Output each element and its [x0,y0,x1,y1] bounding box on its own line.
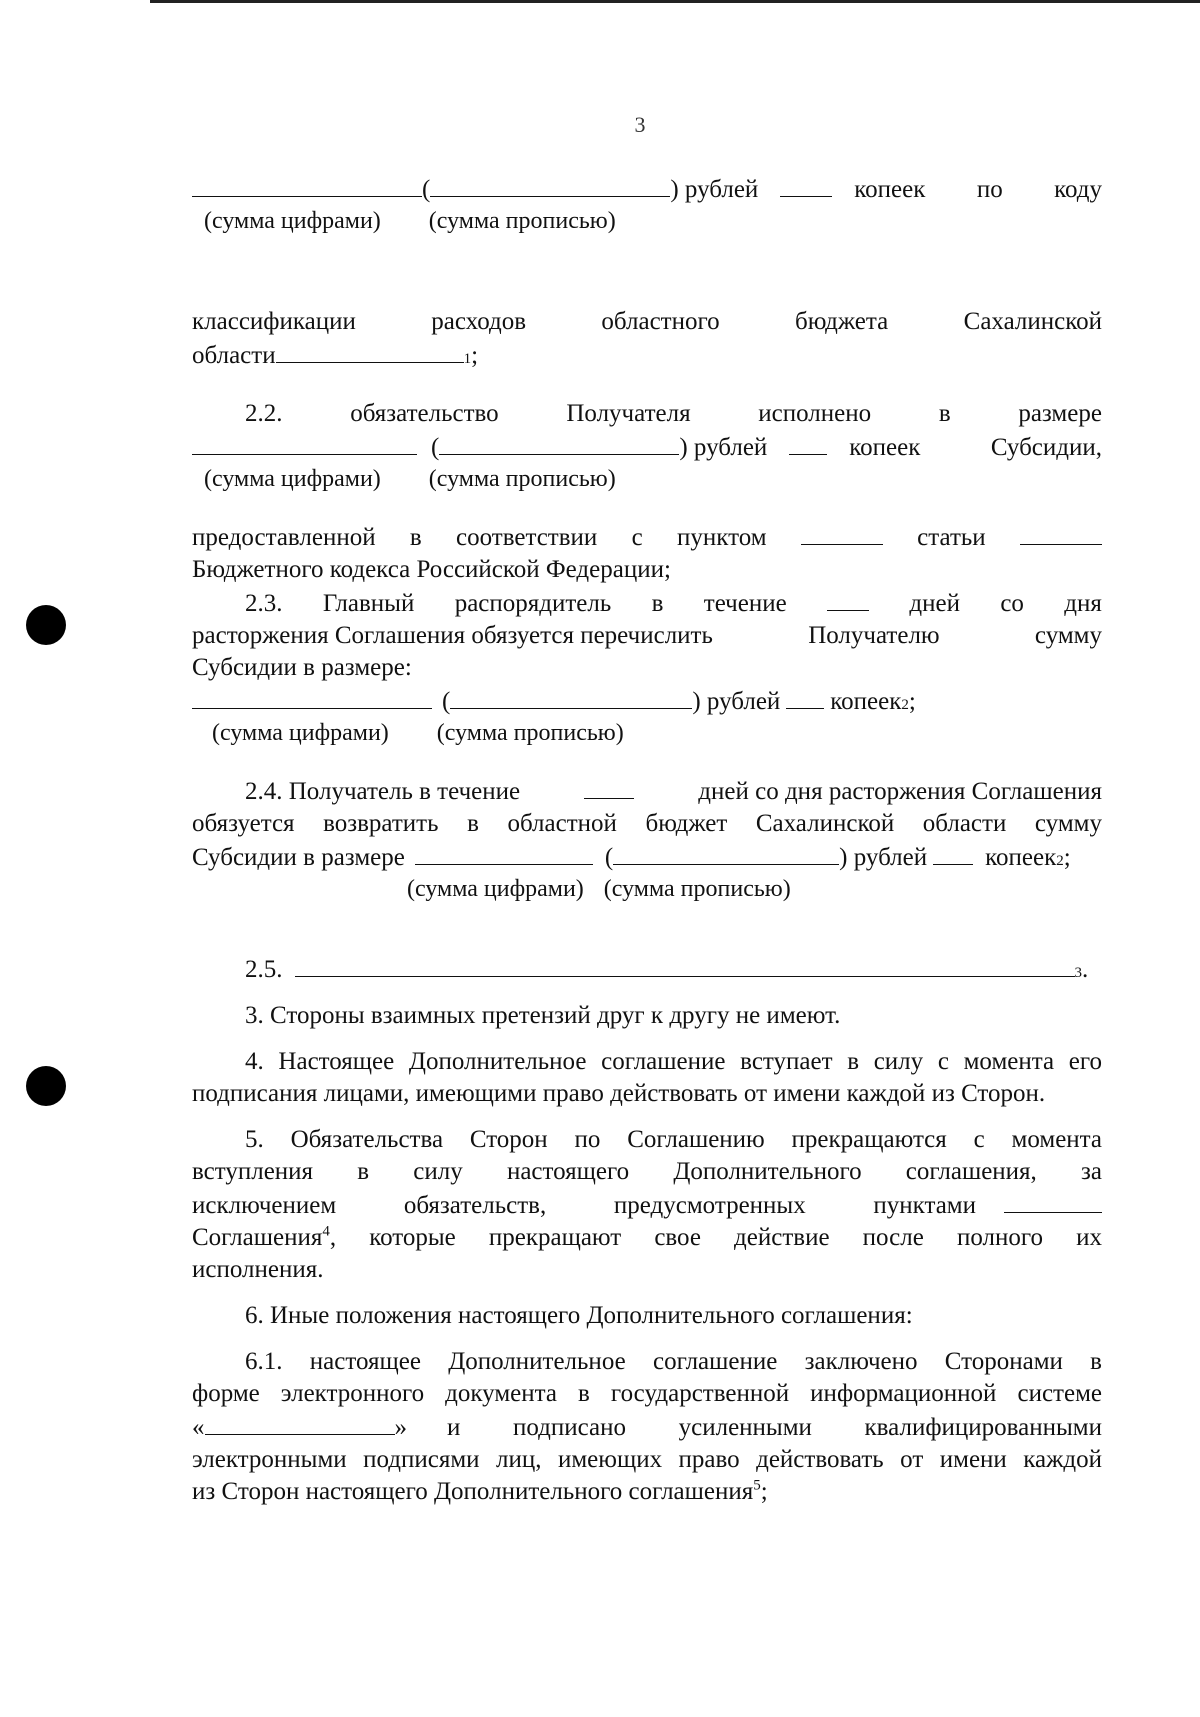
caption-digits: (сумма цифрами) [204,208,381,234]
punch-hole [26,605,66,645]
p61-line-3: « » и подписано усиленными квалифицированными [192,1410,1102,1444]
sum-captions-1 [192,206,1102,236]
p25-line: 2.5. 3 . [192,952,1102,986]
days-blank [584,774,634,799]
caption-words: (сумма прописью) [428,208,616,234]
sum-digits-blank [192,172,422,197]
points-blank [1004,1188,1102,1213]
sum-captions-3: (сумма цифрами) (сумма прописью) [212,720,624,746]
p25-blank [295,952,1075,977]
days-blank [827,586,869,611]
p5-line-2: вступления в силу настоящего Дополнительного соглашения, за [192,1158,1102,1185]
rub-label: ) рублей [670,176,759,203]
p5-line-3: исключением обязательств, предусмотренных пунктами [192,1188,1102,1222]
p61-line-2: форме электронного документа в государственной информационной системе [192,1380,1102,1407]
oblasti-blank [276,338,464,363]
punch-hole [26,1066,66,1106]
kop-blank [786,684,824,709]
statya-blank [1020,520,1102,545]
p61-line-5: из Сторон настоящего Дополнительного соглашения$^5$; [192,1477,768,1505]
kop-blank [789,430,827,455]
sum-captions-4: (сумма цифрами) (сумма прописью) [407,876,791,902]
kop-blank [933,840,973,865]
p23-line-1: 2.3. Главный распорядитель в течение дней со дня [192,586,1102,620]
paragraph-3: 3. Стороны взаимных претензий друг к другу не имеют. [245,1002,841,1029]
p22-line-2: ( ) рублей копеек Субсидии, [192,430,1102,464]
p5-line-4: Соглашения$^4$, которые прекращают свое действие после полного их [192,1223,1102,1251]
sum-line-1: ( ) рублей копеек по коду [192,172,1102,206]
document-body [192,172,1102,1508]
p23-line-3: Субсидии в размере: [192,654,412,681]
classif-line: классификации расходов областного бюджета Сахалинской [192,308,1102,335]
paragraph-6: 6. Иные положения настоящего Дополнительного соглашения: [245,1302,913,1329]
p23-line-4: ( ) рублей копеек 2 ; [192,684,1102,718]
scan-top-edge [150,0,1200,3]
sum-words-blank [613,840,839,865]
p24-line-1: 2.4. Получатель в течение дней со дня расторжения Соглашения [192,774,1102,808]
sum-digits-blank [415,840,593,865]
punkt-blank [801,520,883,545]
p22b-line-1: предоставленной в соответствии с пунктом статьи [192,520,1102,554]
p24-line-3: Субсидии в размере ( ) рублей копеек 2 ; [192,840,1102,874]
p23-line-2: расторжения Соглашения обязуется перечислить Получателю сумму [192,622,1102,649]
p22b-line-2: Бюджетного кодекса Российской Федерации; [192,556,671,583]
sum-words-blank [439,430,679,455]
sum-digits-blank [192,430,417,455]
p61-line-1: 6.1. настоящее Дополнительное соглашение заключено Сторонами в [245,1348,1102,1375]
sum-digits-blank [192,684,432,709]
p22-line-1: 2.2. обязательство Получателя исполнено в размере [245,400,1102,427]
sum-words-blank [430,172,670,197]
paragraph-4: 4. Настоящее Дополнительное соглашение вступает в силу с момента его подписания лицами, имеющими право действовать от имени каждой из Сторон. [192,1048,1102,1107]
p61-line-4: электронными подписями лиц, имеющих право действовать от имени каждой [192,1446,1102,1473]
kop-text: копеек по коду [854,176,1103,203]
sum-words-blank [450,684,692,709]
classif-line-2: области 1 ; [192,338,1102,372]
p24-line-2: обязуется возвратить в областной бюджет Сахалинской области сумму [192,810,1102,837]
p5-line-1: 5. Обязательства Сторон по Соглашению прекращаются с момента [245,1126,1102,1153]
kop-blank [780,172,832,197]
system-name-blank [205,1410,395,1435]
page-number: 3 [634,112,646,137]
p5-line-5: исполнения. [192,1256,324,1283]
sum-captions-2: (сумма цифрами) (сумма прописью) [204,466,616,492]
